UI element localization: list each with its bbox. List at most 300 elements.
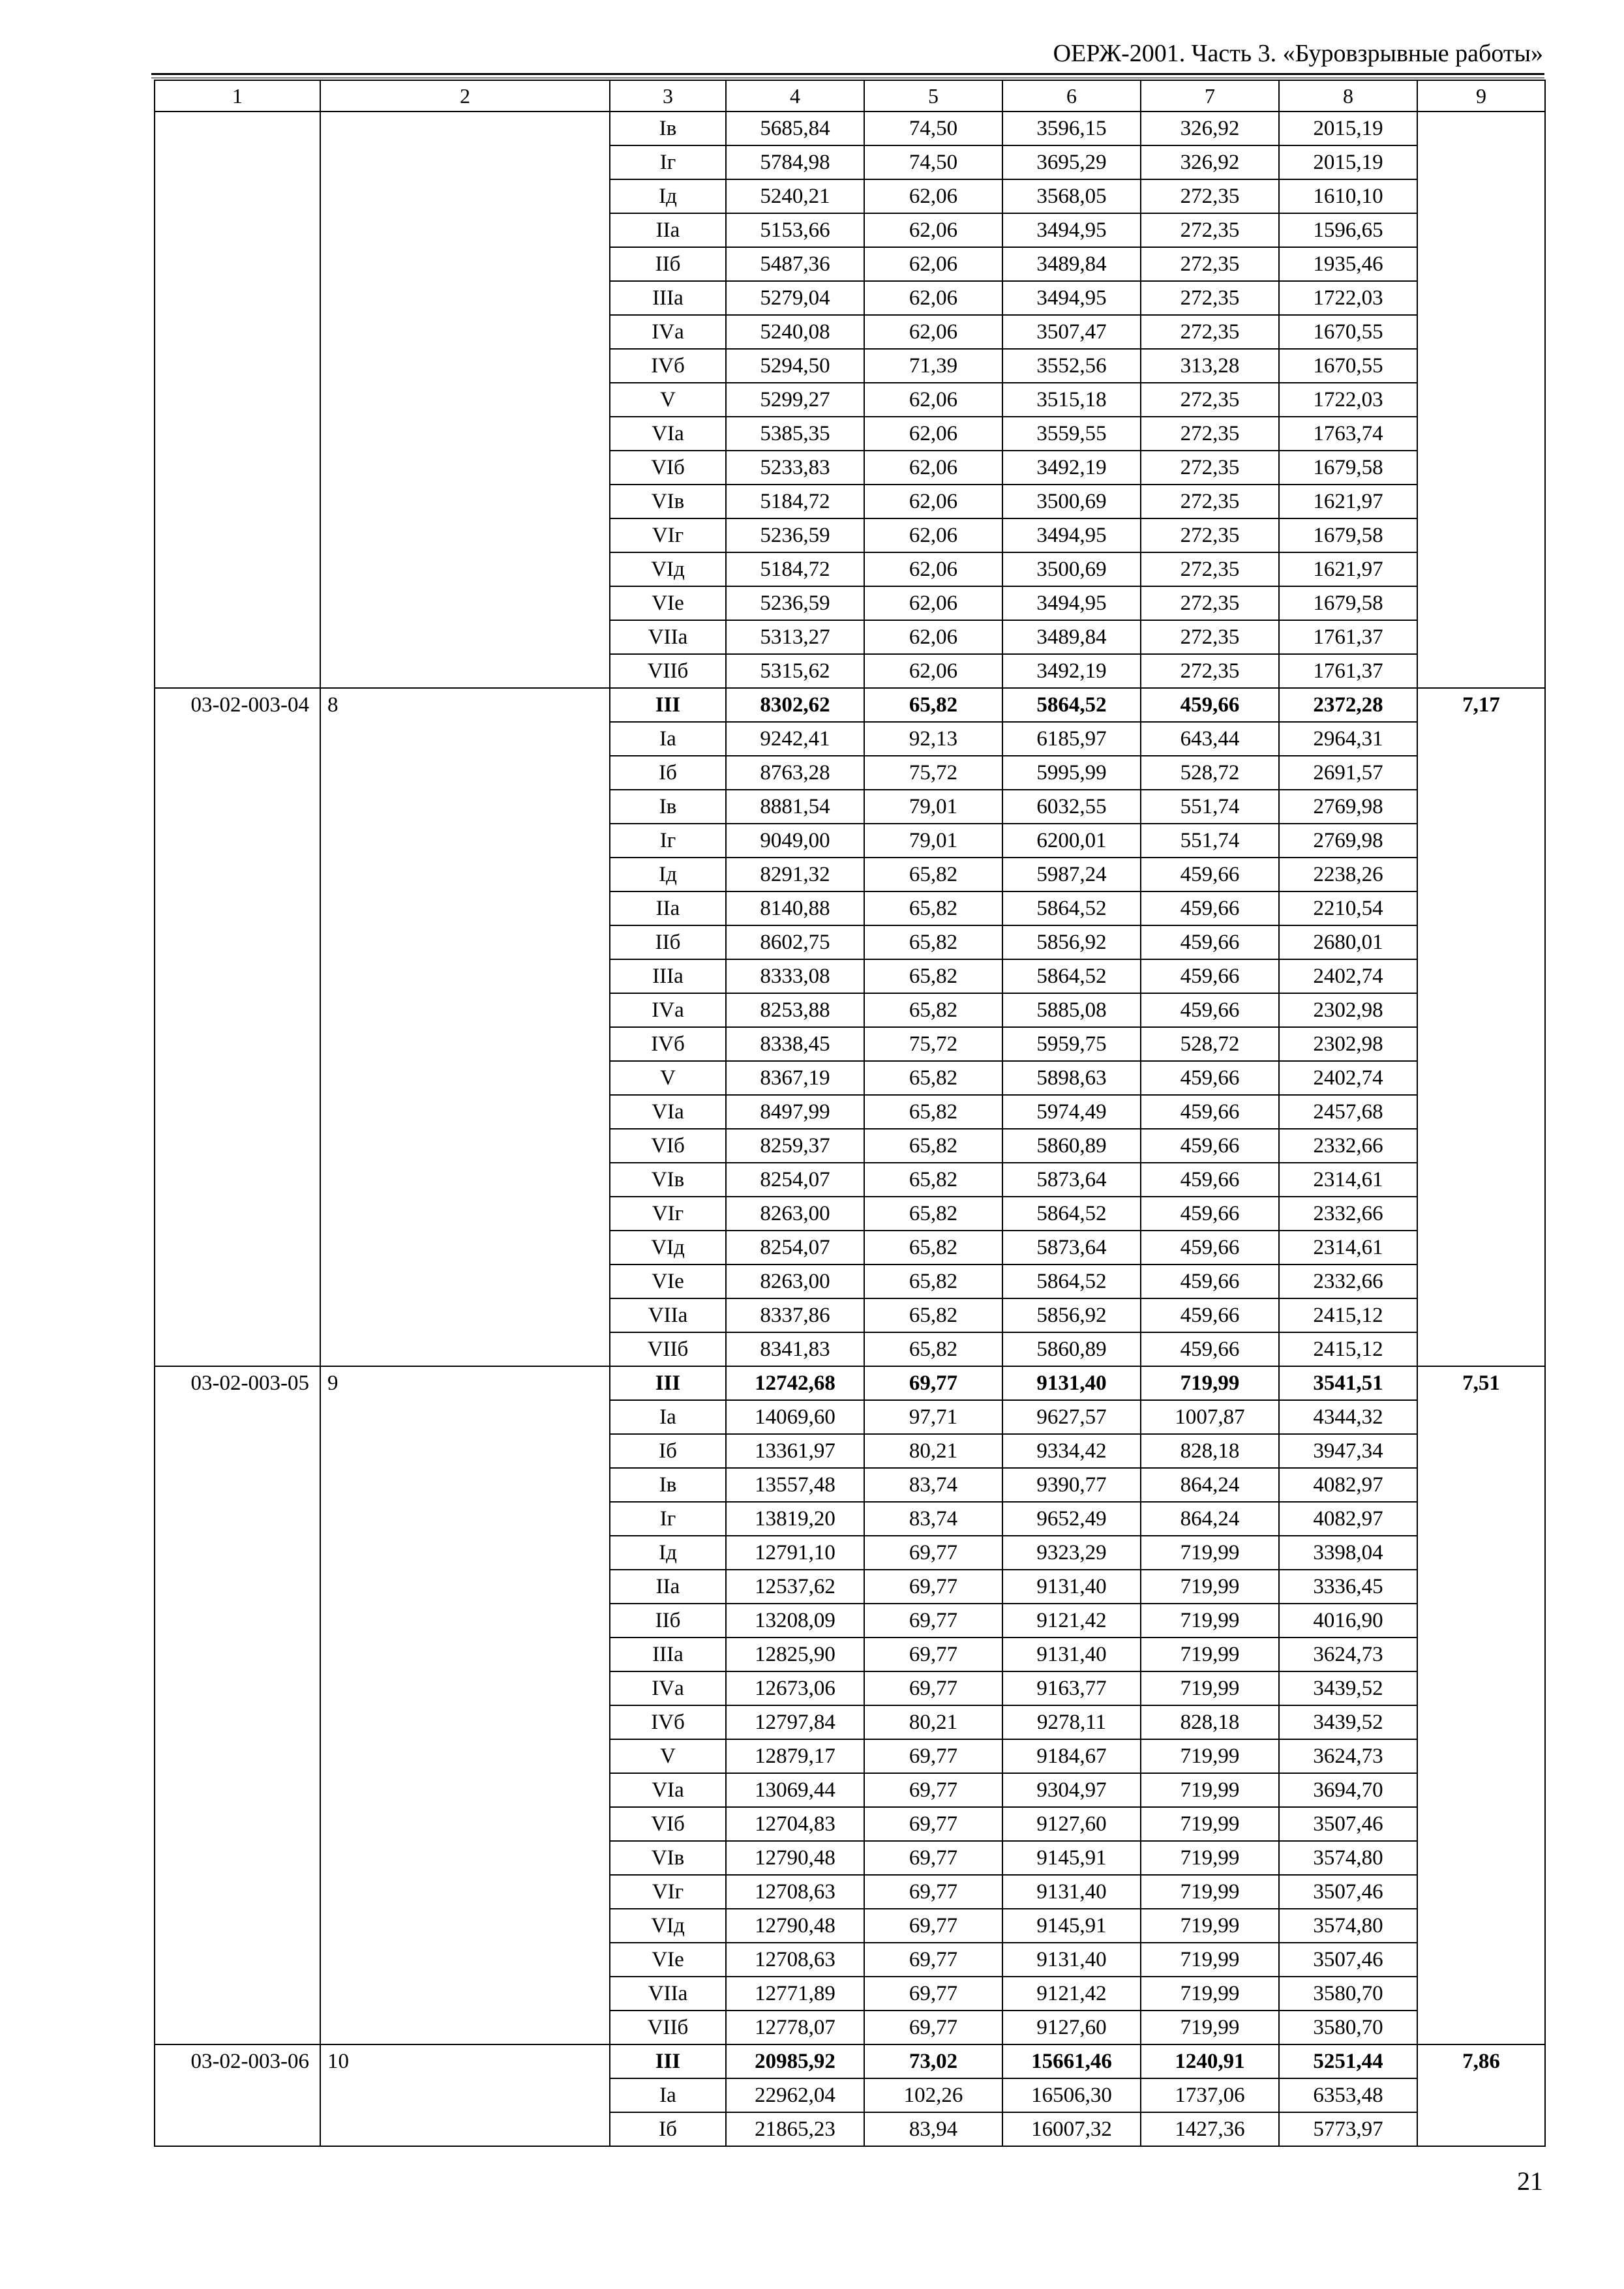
value-cell: 62,06: [864, 417, 1002, 451]
category-cell: V: [610, 1061, 726, 1095]
category-cell: Iа: [610, 1400, 726, 1434]
value-cell: 3947,34: [1279, 1434, 1417, 1468]
value-cell: 69,77: [864, 1909, 1002, 1943]
value-cell: 5233,83: [726, 451, 864, 485]
value-cell: 719,99: [1141, 1604, 1279, 1638]
category-cell: VIг: [610, 1197, 726, 1231]
value-cell: 5987,24: [1002, 858, 1141, 891]
category-cell: Iд: [610, 179, 726, 213]
value-cell: 62,06: [864, 281, 1002, 315]
value-cell: 14069,60: [726, 1400, 864, 1434]
value-cell: 8881,54: [726, 790, 864, 824]
value-cell: 3336,45: [1279, 1570, 1417, 1604]
value-cell: 79,01: [864, 824, 1002, 858]
column-number: 5: [864, 80, 1002, 112]
value-cell: 62,06: [864, 485, 1002, 518]
value-cell: 12704,83: [726, 1807, 864, 1841]
category-cell: III: [610, 2044, 726, 2078]
value-cell: 272,35: [1141, 586, 1279, 620]
value-cell: 2769,98: [1279, 790, 1417, 824]
category-cell: VIIа: [610, 1977, 726, 2011]
value-cell: 3500,69: [1002, 485, 1141, 518]
value-cell: 3559,55: [1002, 417, 1141, 451]
value-cell: 459,66: [1141, 1298, 1279, 1332]
value-cell: 459,66: [1141, 1231, 1279, 1264]
value-cell: 69,77: [864, 1875, 1002, 1909]
value-cell: 65,82: [864, 925, 1002, 959]
value-cell: 8253,88: [726, 993, 864, 1027]
value-cell: 3574,80: [1279, 1841, 1417, 1875]
value-cell: 719,99: [1141, 1638, 1279, 1671]
value-cell: 272,35: [1141, 417, 1279, 451]
value-cell: 65,82: [864, 688, 1002, 722]
value-cell: 69,77: [864, 1604, 1002, 1638]
category-cell: VIб: [610, 451, 726, 485]
table-row: [155, 1366, 1545, 1400]
value-cell: 65,82: [864, 1197, 1002, 1231]
value-cell: 272,35: [1141, 485, 1279, 518]
value-cell: 12791,10: [726, 1536, 864, 1570]
value-cell: 5856,92: [1002, 1298, 1141, 1332]
category-cell: Iв: [610, 112, 726, 145]
value-cell: 3568,05: [1002, 179, 1141, 213]
rate-number-cell: 10: [320, 2044, 610, 2146]
value-cell: 9627,57: [1002, 1400, 1141, 1434]
value-cell: 3489,84: [1002, 620, 1141, 654]
category-cell: VIа: [610, 417, 726, 451]
value-cell: 459,66: [1141, 1095, 1279, 1129]
value-cell: 2457,68: [1279, 1095, 1417, 1129]
value-cell: 6353,48: [1279, 2078, 1417, 2112]
category-cell: Iв: [610, 1468, 726, 1502]
value-cell: 459,66: [1141, 688, 1279, 722]
value-cell: 13069,44: [726, 1773, 864, 1807]
value-cell: 1596,65: [1279, 213, 1417, 247]
value-cell: 12742,68: [726, 1366, 864, 1400]
value-cell: 2680,01: [1279, 925, 1417, 959]
value-cell: 719,99: [1141, 1366, 1279, 1400]
value-cell: 459,66: [1141, 1197, 1279, 1231]
category-cell: III: [610, 1366, 726, 1400]
column-number: 3: [610, 80, 726, 112]
value-cell: 8254,07: [726, 1231, 864, 1264]
value-cell: 2691,57: [1279, 756, 1417, 790]
value-cell: 69,77: [864, 1943, 1002, 1977]
value-cell: 6032,55: [1002, 790, 1141, 824]
value-cell: 3552,56: [1002, 349, 1141, 383]
value-cell: 272,35: [1141, 281, 1279, 315]
value-cell: 2964,31: [1279, 722, 1417, 756]
value-cell: 102,26: [864, 2078, 1002, 2112]
value-cell: 2415,12: [1279, 1298, 1417, 1332]
value-cell: 2332,66: [1279, 1129, 1417, 1163]
category-cell: IIб: [610, 925, 726, 959]
value-cell: 5315,62: [726, 654, 864, 688]
value-cell: 1679,58: [1279, 451, 1417, 485]
value-cell: 5873,64: [1002, 1231, 1141, 1264]
value-cell: 71,39: [864, 349, 1002, 383]
column-number: 2: [320, 80, 610, 112]
category-cell: VIа: [610, 1095, 726, 1129]
value-cell: 5299,27: [726, 383, 864, 417]
value-cell: 3492,19: [1002, 451, 1141, 485]
value-cell: 3580,70: [1279, 2011, 1417, 2044]
value-cell: 9131,40: [1002, 1366, 1141, 1400]
value-cell: 9131,40: [1002, 1570, 1141, 1604]
value-cell: 1621,97: [1279, 552, 1417, 586]
value-cell: 1240,91: [1141, 2044, 1279, 2078]
category-cell: Iб: [610, 1434, 726, 1468]
value-cell: 2314,61: [1279, 1231, 1417, 1264]
value-cell: 13557,48: [726, 1468, 864, 1502]
value-cell: 5784,98: [726, 145, 864, 179]
value-cell: 551,74: [1141, 790, 1279, 824]
value-cell: 1670,55: [1279, 349, 1417, 383]
category-cell: VIIа: [610, 620, 726, 654]
value-cell: 9304,97: [1002, 1773, 1141, 1807]
page-header: ОЕРЖ-2001. Часть 3. «Буровзрывные работы»: [1053, 40, 1543, 67]
value-cell: 5898,63: [1002, 1061, 1141, 1095]
value-cell: 528,72: [1141, 756, 1279, 790]
value-cell: 3507,46: [1279, 1943, 1417, 1977]
value-cell: 69,77: [864, 1977, 1002, 2011]
value-cell: 2415,12: [1279, 1332, 1417, 1366]
category-cell: VIв: [610, 1841, 726, 1875]
value-cell: 13361,97: [726, 1434, 864, 1468]
value-cell: 65,82: [864, 1061, 1002, 1095]
value-cell: 83,74: [864, 1468, 1002, 1502]
value-cell: 3494,95: [1002, 518, 1141, 552]
value-cell: 2314,61: [1279, 1163, 1417, 1197]
value-cell: 9163,77: [1002, 1671, 1141, 1705]
value-cell: 9334,42: [1002, 1434, 1141, 1468]
value-cell: 719,99: [1141, 1875, 1279, 1909]
value-cell: 5864,52: [1002, 1197, 1141, 1231]
value-cell: 459,66: [1141, 1264, 1279, 1298]
value-cell: 12790,48: [726, 1909, 864, 1943]
value-cell: 3507,46: [1279, 1807, 1417, 1841]
value-cell: 2015,19: [1279, 112, 1417, 145]
category-cell: VIIб: [610, 1332, 726, 1366]
value-cell: 65,82: [864, 1095, 1002, 1129]
value-cell: 1722,03: [1279, 383, 1417, 417]
category-cell: IIб: [610, 1604, 726, 1638]
category-cell: VIг: [610, 1875, 726, 1909]
value-cell: 22962,04: [726, 2078, 864, 2112]
value-cell: 1935,46: [1279, 247, 1417, 281]
value-cell: 272,35: [1141, 451, 1279, 485]
value-cell: 9131,40: [1002, 1943, 1141, 1977]
category-cell: Iд: [610, 1536, 726, 1570]
category-cell: VIв: [610, 1163, 726, 1197]
category-cell: IIIа: [610, 281, 726, 315]
coefficient-cell: 7,51: [1417, 1366, 1545, 2044]
value-cell: 69,77: [864, 1841, 1002, 1875]
category-cell: VIд: [610, 1909, 726, 1943]
value-cell: 5995,99: [1002, 756, 1141, 790]
value-cell: 272,35: [1141, 247, 1279, 281]
value-cell: 2402,74: [1279, 959, 1417, 993]
value-cell: 719,99: [1141, 1773, 1279, 1807]
value-cell: 65,82: [864, 1231, 1002, 1264]
value-cell: 5860,89: [1002, 1129, 1141, 1163]
value-cell: 9131,40: [1002, 1638, 1141, 1671]
value-cell: 5860,89: [1002, 1332, 1141, 1366]
value-cell: 69,77: [864, 1536, 1002, 1570]
value-cell: 5864,52: [1002, 1264, 1141, 1298]
value-cell: 459,66: [1141, 1163, 1279, 1197]
value-cell: 5773,97: [1279, 2112, 1417, 2146]
value-cell: 5184,72: [726, 485, 864, 518]
value-cell: 4082,97: [1279, 1502, 1417, 1536]
value-cell: 459,66: [1141, 1332, 1279, 1366]
value-cell: 5236,59: [726, 586, 864, 620]
category-cell: VIе: [610, 1264, 726, 1298]
category-cell: IVа: [610, 315, 726, 349]
category-cell: VIв: [610, 485, 726, 518]
value-cell: 643,44: [1141, 722, 1279, 756]
value-cell: 5313,27: [726, 620, 864, 654]
value-cell: 1763,74: [1279, 417, 1417, 451]
value-cell: 12708,63: [726, 1943, 864, 1977]
value-cell: 3494,95: [1002, 213, 1141, 247]
value-cell: 6200,01: [1002, 824, 1141, 858]
value-cell: 2372,28: [1279, 688, 1417, 722]
value-cell: 2238,26: [1279, 858, 1417, 891]
value-cell: 69,77: [864, 1773, 1002, 1807]
value-cell: 5487,36: [726, 247, 864, 281]
value-cell: 272,35: [1141, 518, 1279, 552]
value-cell: 3489,84: [1002, 247, 1141, 281]
category-cell: IVб: [610, 1027, 726, 1061]
value-cell: 4082,97: [1279, 1468, 1417, 1502]
category-cell: VIIб: [610, 2011, 726, 2044]
value-cell: 16506,30: [1002, 2078, 1141, 2112]
value-cell: 83,74: [864, 1502, 1002, 1536]
value-cell: 75,72: [864, 1027, 1002, 1061]
category-cell: IIа: [610, 891, 726, 925]
value-cell: 3494,95: [1002, 586, 1141, 620]
category-cell: VIд: [610, 552, 726, 586]
value-cell: 65,82: [864, 1163, 1002, 1197]
value-cell: 313,28: [1141, 349, 1279, 383]
value-cell: 1427,36: [1141, 2112, 1279, 2146]
value-cell: 65,82: [864, 1264, 1002, 1298]
value-cell: 73,02: [864, 2044, 1002, 2078]
value-cell: 1670,55: [1279, 315, 1417, 349]
value-cell: 272,35: [1141, 383, 1279, 417]
value-cell: 8602,75: [726, 925, 864, 959]
category-cell: Iа: [610, 722, 726, 756]
value-cell: 719,99: [1141, 1739, 1279, 1773]
value-cell: 62,06: [864, 552, 1002, 586]
value-cell: 5385,35: [726, 417, 864, 451]
value-cell: 9278,11: [1002, 1705, 1141, 1739]
category-cell: VIIб: [610, 654, 726, 688]
value-cell: 3695,29: [1002, 145, 1141, 179]
rate-number-cell: [320, 112, 610, 688]
value-cell: 12537,62: [726, 1570, 864, 1604]
value-cell: 272,35: [1141, 654, 1279, 688]
value-cell: 3500,69: [1002, 552, 1141, 586]
value-cell: 62,06: [864, 451, 1002, 485]
value-cell: 69,77: [864, 2011, 1002, 2044]
value-cell: 272,35: [1141, 315, 1279, 349]
value-cell: 719,99: [1141, 1909, 1279, 1943]
value-cell: 9127,60: [1002, 2011, 1141, 2044]
table-row: [155, 2044, 1545, 2078]
value-cell: 80,21: [864, 1434, 1002, 1468]
value-cell: 8367,19: [726, 1061, 864, 1095]
rate-code-cell: 03-02-003-04: [155, 688, 320, 1366]
value-cell: 8338,45: [726, 1027, 864, 1061]
value-cell: 65,82: [864, 1129, 1002, 1163]
value-cell: 528,72: [1141, 1027, 1279, 1061]
value-cell: 12790,48: [726, 1841, 864, 1875]
value-cell: 3439,52: [1279, 1671, 1417, 1705]
column-number: 6: [1002, 80, 1141, 112]
value-cell: 459,66: [1141, 1129, 1279, 1163]
category-cell: IIIа: [610, 1638, 726, 1671]
value-cell: 20985,92: [726, 2044, 864, 2078]
column-number: 8: [1279, 80, 1417, 112]
value-cell: 5184,72: [726, 552, 864, 586]
value-cell: 5864,52: [1002, 891, 1141, 925]
value-cell: 62,06: [864, 620, 1002, 654]
value-cell: 1007,87: [1141, 1400, 1279, 1434]
value-cell: 4016,90: [1279, 1604, 1417, 1638]
value-cell: 5864,52: [1002, 688, 1141, 722]
category-cell: VIа: [610, 1773, 726, 1807]
category-cell: IIб: [610, 247, 726, 281]
coefficient-cell: 7,17: [1417, 688, 1545, 1366]
value-cell: 9127,60: [1002, 1807, 1141, 1841]
value-cell: 326,92: [1141, 112, 1279, 145]
value-cell: 719,99: [1141, 1671, 1279, 1705]
value-cell: 69,77: [864, 1807, 1002, 1841]
category-cell: IVб: [610, 349, 726, 383]
table-row: [155, 688, 1545, 722]
value-cell: 92,13: [864, 722, 1002, 756]
value-cell: 9184,67: [1002, 1739, 1141, 1773]
value-cell: 5974,49: [1002, 1095, 1141, 1129]
value-cell: 80,21: [864, 1705, 1002, 1739]
value-cell: 12879,17: [726, 1739, 864, 1773]
value-cell: 5240,21: [726, 179, 864, 213]
column-number: 7: [1141, 80, 1279, 112]
value-cell: 719,99: [1141, 1807, 1279, 1841]
value-cell: 8333,08: [726, 959, 864, 993]
value-cell: 719,99: [1141, 1841, 1279, 1875]
column-number: 4: [726, 80, 864, 112]
value-cell: 459,66: [1141, 993, 1279, 1027]
value-cell: 5959,75: [1002, 1027, 1141, 1061]
value-cell: 2332,66: [1279, 1197, 1417, 1231]
value-cell: 62,06: [864, 383, 1002, 417]
category-cell: IIа: [610, 1570, 726, 1604]
category-cell: Iг: [610, 824, 726, 858]
value-cell: 1722,03: [1279, 281, 1417, 315]
value-cell: 3398,04: [1279, 1536, 1417, 1570]
category-cell: Iа: [610, 2078, 726, 2112]
value-cell: 272,35: [1141, 620, 1279, 654]
value-cell: 459,66: [1141, 959, 1279, 993]
value-cell: 8140,88: [726, 891, 864, 925]
value-cell: 62,06: [864, 179, 1002, 213]
value-cell: 62,06: [864, 247, 1002, 281]
value-cell: 719,99: [1141, 1977, 1279, 2011]
value-cell: 2210,54: [1279, 891, 1417, 925]
value-cell: 9390,77: [1002, 1468, 1141, 1502]
value-cell: 12673,06: [726, 1671, 864, 1705]
value-cell: 5856,92: [1002, 925, 1141, 959]
value-cell: 75,72: [864, 756, 1002, 790]
value-cell: 3574,80: [1279, 1909, 1417, 1943]
value-cell: 69,77: [864, 1366, 1002, 1400]
category-cell: III: [610, 688, 726, 722]
value-cell: 1679,58: [1279, 518, 1417, 552]
category-cell: V: [610, 1739, 726, 1773]
rate-code-cell: 03-02-003-05: [155, 1366, 320, 2044]
value-cell: 551,74: [1141, 824, 1279, 858]
coefficient-cell: [1417, 112, 1545, 688]
value-cell: 8497,99: [726, 1095, 864, 1129]
column-number: 9: [1417, 80, 1545, 112]
category-cell: Iв: [610, 790, 726, 824]
value-cell: 5279,04: [726, 281, 864, 315]
value-cell: 719,99: [1141, 1943, 1279, 1977]
category-cell: IIа: [610, 213, 726, 247]
value-cell: 1610,10: [1279, 179, 1417, 213]
value-cell: 719,99: [1141, 1570, 1279, 1604]
value-cell: 74,50: [864, 112, 1002, 145]
value-cell: 13208,09: [726, 1604, 864, 1638]
value-cell: 5885,08: [1002, 993, 1141, 1027]
value-cell: 12778,07: [726, 2011, 864, 2044]
value-cell: 3507,46: [1279, 1875, 1417, 1909]
value-cell: 2332,66: [1279, 1264, 1417, 1298]
value-cell: 719,99: [1141, 1536, 1279, 1570]
rate-code-cell: 03-02-003-06: [155, 2044, 320, 2146]
value-cell: 65,82: [864, 1298, 1002, 1332]
value-cell: 9121,42: [1002, 1977, 1141, 2011]
value-cell: 828,18: [1141, 1434, 1279, 1468]
value-cell: 3494,95: [1002, 281, 1141, 315]
value-cell: 3624,73: [1279, 1638, 1417, 1671]
value-cell: 3439,52: [1279, 1705, 1417, 1739]
rate-number-cell: 8: [320, 688, 610, 1366]
value-cell: 12708,63: [726, 1875, 864, 1909]
value-cell: 3596,15: [1002, 112, 1141, 145]
category-cell: VIIа: [610, 1298, 726, 1332]
value-cell: 9145,91: [1002, 1841, 1141, 1875]
category-cell: VIе: [610, 1943, 726, 1977]
value-cell: 62,06: [864, 315, 1002, 349]
value-cell: 864,24: [1141, 1502, 1279, 1536]
value-cell: 8302,62: [726, 688, 864, 722]
value-cell: 272,35: [1141, 179, 1279, 213]
value-cell: 2015,19: [1279, 145, 1417, 179]
value-cell: 9652,49: [1002, 1502, 1141, 1536]
rate-code-cell: [155, 112, 320, 688]
value-cell: 272,35: [1141, 213, 1279, 247]
category-cell: Iг: [610, 1502, 726, 1536]
value-cell: 79,01: [864, 790, 1002, 824]
value-cell: 74,50: [864, 145, 1002, 179]
value-cell: 1737,06: [1141, 2078, 1279, 2112]
value-cell: 2302,98: [1279, 993, 1417, 1027]
value-cell: 1679,58: [1279, 586, 1417, 620]
